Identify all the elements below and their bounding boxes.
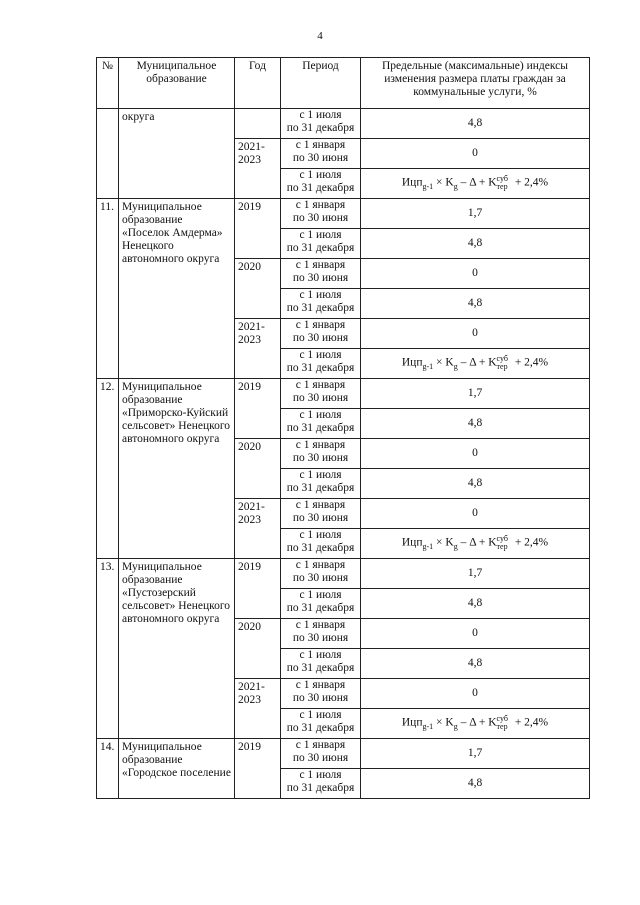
period-end: по 30 июня [292,272,349,284]
municipality-name: округа [119,109,235,199]
header-index: Предельные (максимальные) индексы изменения размера платы граждан за коммунальные услуги, % [361,58,590,109]
period-start: с 1 июля [299,469,342,481]
index-value: 4,8 [361,229,590,259]
period-cell [281,649,361,679]
index-value: 4,8 [361,469,590,499]
index-value: 4,8 [361,649,590,679]
period-start: с 1 января [295,199,346,211]
index-value: 0 [361,679,590,709]
index-value: 4,8 [361,409,590,439]
period-end: по 30 июня [292,452,349,464]
year-start: 2021- [238,141,265,153]
period-cell [281,619,361,649]
period-end: по 30 июня [292,392,349,404]
year-start: 2021- [238,321,265,333]
period-start: с 1 января [295,379,346,391]
row-number: 14. [97,739,119,799]
index-formula: $Ицп_{g-1} \times K_g - \Delta + K$ суб тер + 2,4% [361,349,590,379]
table-row [97,379,590,409]
period-end: по 31 декабря [286,482,355,494]
period-end: по 30 июня [292,332,349,344]
period-end: по 31 декабря [286,242,355,254]
period-cell [281,769,361,799]
year-cell [235,109,281,139]
index-value: 1,7 [361,199,590,229]
period-start: с 1 января [295,259,346,271]
period-start: с 1 июля [299,769,342,781]
year-end: 2023 [238,154,261,166]
header-period: Период [281,58,361,109]
year-cell: 2020 [235,259,281,319]
period-start: с 1 июля [299,349,342,361]
period-cell [281,349,361,379]
header-number: № [97,58,119,109]
period-end: по 30 июня [292,512,349,524]
period-start: с 1 июля [299,649,342,661]
period-cell [281,319,361,349]
period-end: по 31 декабря [286,542,355,554]
period-end: по 30 июня [292,692,349,704]
table-row [97,199,590,229]
period-end: по 30 июня [292,212,349,224]
year-cell [235,139,281,199]
period-cell [281,499,361,529]
period-cell [281,709,361,739]
period-cell [281,679,361,709]
table-header-row [97,58,590,109]
period-start: с 1 июля [299,109,342,121]
index-formula: $Ицп_{g-1} \times K_g - \Delta + K$ суб тер + 2,4% [361,529,590,559]
period-end: по 31 декабря [286,782,355,794]
period-end: по 31 декабря [286,602,355,614]
period-end: по 31 декабря [286,182,355,194]
year-end: 2023 [238,694,261,706]
period-end: по 30 июня [292,632,349,644]
row-number: 12. [97,379,119,559]
period-end: по 31 декабря [286,662,355,674]
year-cell: 2019 [235,199,281,259]
index-value: 1,7 [361,559,590,589]
index-value: 4,8 [361,109,590,139]
period-start: с 1 июля [299,169,342,181]
period-cell [281,469,361,499]
period-end: по 31 декабря [286,722,355,734]
header-year: Год [235,58,281,109]
year-cell [235,499,281,559]
index-value: 0 [361,259,590,289]
year-cell: 2019 [235,739,281,799]
period-end: по 31 декабря [286,122,355,134]
period-start: с 1 января [295,439,346,451]
period-start: с 1 января [295,739,346,751]
year-start: 2021- [238,681,265,693]
period-cell [281,199,361,229]
period-end: по 30 июня [292,572,349,584]
municipality-name: Муниципальное образование «Поселок Амдерма» Ненецкого автономного округа [119,199,235,379]
index-value: 1,7 [361,379,590,409]
period-start: с 1 января [295,319,346,331]
index-value: 0 [361,319,590,349]
year-cell: 2020 [235,619,281,679]
period-cell [281,139,361,169]
period-cell [281,289,361,319]
period-cell [281,559,361,589]
period-start: с 1 января [295,679,346,691]
period-start: с 1 июля [299,529,342,541]
period-start: с 1 января [295,559,346,571]
period-end: по 31 декабря [286,302,355,314]
period-start: с 1 января [295,619,346,631]
year-end: 2023 [238,334,261,346]
period-start: с 1 июля [299,289,342,301]
period-start: с 1 января [295,139,346,151]
table-row [97,559,590,589]
municipality-name: Муниципальное образование «Городское поселение [119,739,235,799]
period-end: по 31 декабря [286,422,355,434]
year-cell [235,679,281,739]
municipality-name: Муниципальное образование «Пустозерский сельсовет» Ненецкого автономного округа [119,559,235,739]
row-number: 11. [97,199,119,379]
index-value: 0 [361,619,590,649]
table-row [97,109,590,139]
year-cell [235,319,281,379]
index-value: 4,8 [361,589,590,619]
index-value: 4,8 [361,289,590,319]
year-cell: 2020 [235,439,281,499]
period-start: с 1 января [295,499,346,511]
period-cell [281,409,361,439]
period-start: с 1 июля [299,409,342,421]
period-cell [281,589,361,619]
period-start: с 1 июля [299,229,342,241]
year-cell: 2019 [235,559,281,619]
period-end: по 31 декабря [286,362,355,374]
municipality-name: Муниципальное образование «Приморско-Куйский сельсовет» Ненецкого автономного округа [119,379,235,559]
index-formula: $Ицп_{g-1} \times K_g - \Delta + K$ суб тер + 2,4% [361,169,590,199]
period-end: по 30 июня [292,152,349,164]
index-value: 1,7 [361,739,590,769]
year-cell: 2019 [235,379,281,439]
index-value: 4,8 [361,769,590,799]
table-row [97,739,590,769]
period-cell [281,169,361,199]
row-number: 13. [97,559,119,739]
header-municipality: Муниципальное образование [119,58,235,109]
period-cell [281,259,361,289]
period-cell [281,229,361,259]
period-start: с 1 июля [299,709,342,721]
utility-index-table [96,57,590,799]
period-cell [281,109,361,139]
index-value: 0 [361,499,590,529]
period-cell [281,529,361,559]
period-start: с 1 июля [299,589,342,601]
period-cell [281,379,361,409]
period-cell [281,739,361,769]
index-value: 0 [361,139,590,169]
period-end: по 30 июня [292,752,349,764]
year-end: 2023 [238,514,261,526]
page-number: 4 [317,30,323,42]
index-value: 0 [361,439,590,469]
period-cell [281,439,361,469]
row-number [97,109,119,199]
index-formula: $Ицп_{g-1} \times K_g - \Delta + K$ суб тер + 2,4% [361,709,590,739]
year-start: 2021- [238,501,265,513]
